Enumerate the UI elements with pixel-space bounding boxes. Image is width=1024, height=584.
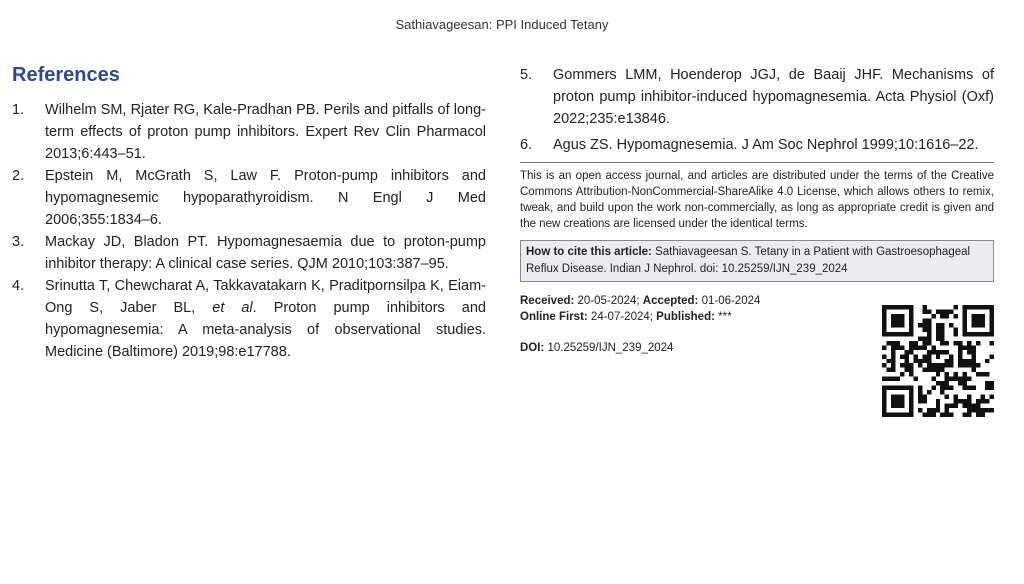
reference-item [12,231,486,275]
reference-et-al: et al [212,300,253,316]
reference-number: 6. [520,137,533,153]
online-first-label: Online First: [520,311,588,323]
running-head: Sathiavageesan: PPI Induced Tetany [395,17,609,32]
reference-text: Gommers LMM, Hoenderop JGJ, de Baaij JHF. Mechanisms of proton pump inhibitor-induced hypomagnesemia. Acta Physiol (Oxf) 2022;235:e13846. [553,67,994,127]
reference-text-part: . Proton pump inhibitors and hypomagnesemia: A meta-analysis of observational studies. Medicine (Baltimore) 2019;98:e17788. [45,300,486,360]
received-date: 20-05-2024; [574,295,643,307]
reference-number: 2. [12,168,25,184]
reference-text: Wilhelm SM, Rjater RG, Kale-Pradhan PB. Perils and pitfalls of long-term effects of proton pump inhibitors. Expert Rev Clin Pharmacol 2013;6:443–51. [45,102,486,162]
qr-code-icon[interactable] [882,305,994,417]
accepted-date: 01-06-2024 [698,295,761,307]
reference-number: 3. [12,234,25,250]
doi-label: DOI: [520,342,545,354]
citation-label: How to cite this article: [526,246,652,258]
reference-number: 4. [12,278,25,294]
citation-box [520,240,994,282]
reference-text [45,275,486,363]
reference-item [12,275,486,363]
published-label: Published: [656,311,715,323]
references-heading: References [12,64,120,86]
received-label: Received: [520,295,575,307]
divider [520,162,994,163]
citation-text: Sathiavageesan S. Tetany in a Patient with Gastroesophageal Reflux Disease. Indian J Nephrol. doi: 10.25259/IJN_239_2024 [526,246,971,275]
references-column-left [12,64,486,363]
reference-item [520,64,994,130]
online-first-date: 24-07-2024; [587,311,657,323]
reference-number: 5. [520,67,533,83]
reference-item [520,134,994,156]
reference-text: Epstein M, McGrath S, Law F. Proton-pump inhibitors and hypomagnesemic hypoparathyroidism. N Engl J Med 2006;355:1834–6. [45,168,486,228]
reference-text: Mackay JD, Bladon PT. Hypomagnesaemia due to proton-pump inhibitor therapy: A clinical case series. QJM 2010;103:387–95. [45,234,486,272]
reference-text: Agus ZS. Hypomagnesemia. J Am Soc Nephrol 1999;10:1616–22. [553,137,979,153]
reference-text-part: Srinutta T, Chewcharat A, Takkavatakarn K, Praditpornsilpa K, Eiam-Ong S, Jaber BL, [45,278,486,316]
reference-number: 1. [12,102,25,118]
reference-item [12,99,486,165]
accepted-label: Accepted: [642,295,699,307]
license-statement: This is an open access journal, and articles are distributed under the terms of the Creative Commons Attribution-NonCommercial-ShareAlike 4.0 License, which allows others to remix, tweak, and build upon the work non-commercially, as long as appropriate credit is given and the new creations are licensed under the identical terms. [520,170,994,230]
published-date: *** [714,311,732,323]
reference-item [12,165,486,231]
doi-value: 10.25259/IJN_239_2024 [544,342,674,354]
